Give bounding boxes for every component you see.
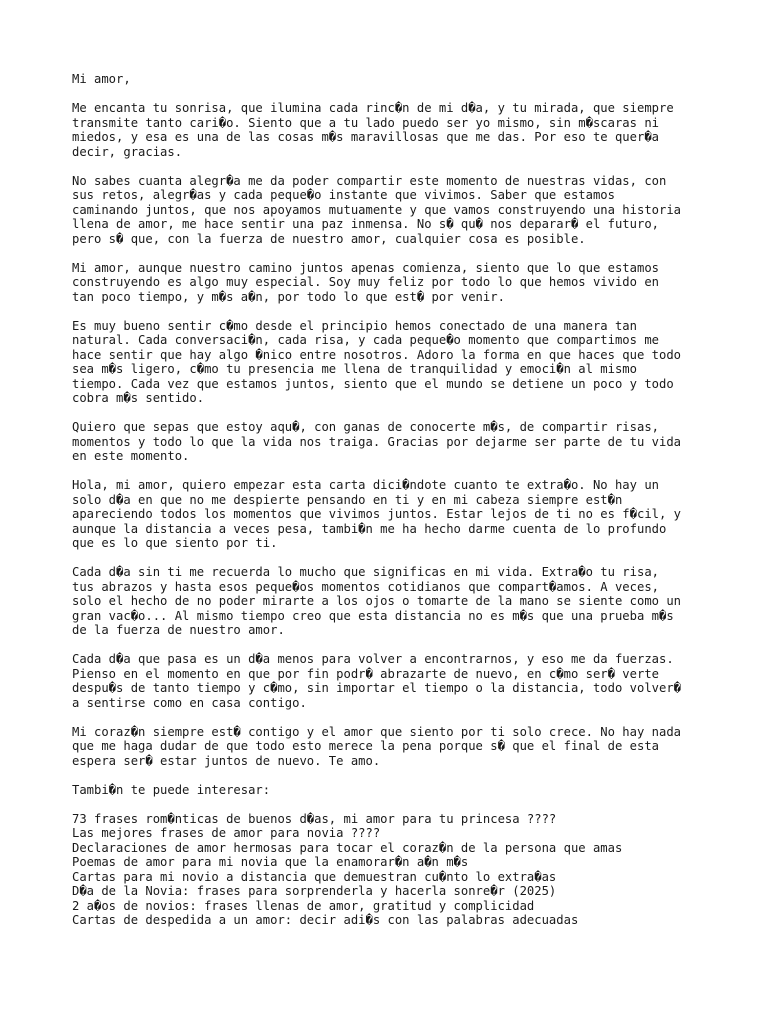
paragraph-line: construyendo es algo muy especial. Soy muy feliz por todo lo que hemos vivido en (72, 275, 659, 289)
letter-paragraph (72, 565, 728, 638)
related-link[interactable]: Cartas para mi novio a distancia que demuestran cu�nto lo extra�as (72, 869, 557, 884)
paragraph-line: que es lo que siento por ti. (72, 536, 278, 550)
letter-paragraph (72, 725, 728, 769)
paragraph-line: gran vac�o... Al mismo tiempo creo que esta distancia no es m�s que una prueba m�s (72, 608, 674, 623)
spacer (72, 638, 728, 653)
spacer (72, 464, 728, 479)
paragraph-line: aunque la distancia a veces pesa, tambi�n me ha hecho darme cuenta de lo profundo (72, 521, 667, 536)
paragraph-line: miedos, y esa es una de las cosas m�s maravillosas que me das. Por eso te quer�a (72, 130, 659, 144)
letter-paragraph (72, 174, 728, 247)
paragraph-line: transmite tanto cari�o. Siento que a tu lado puedo ser yo mismo, sin m�scaras ni (72, 115, 659, 130)
related-link[interactable]: Cartas de despedida a un amor: decir adi�s con las palabras adecuadas (72, 913, 579, 927)
spacer (72, 406, 728, 421)
spacer (72, 304, 728, 319)
related-link[interactable]: Las mejores frases de amor para novia ???? (72, 826, 381, 840)
paragraph-line: llena de amor, me hace sentir una paz inmensa. No s� qu� nos deparar� el futuro, (72, 217, 659, 231)
paragraph-line: cobra m�s sentido. (72, 391, 205, 405)
paragraph-line: decir, gracias. (72, 144, 183, 159)
letter-paragraph (72, 652, 728, 710)
related-link[interactable]: Declaraciones de amor hermosas para tocar el coraz�n de la persona que amas (72, 840, 623, 855)
letter-paragraph (72, 478, 728, 551)
letter-body (72, 101, 728, 783)
paragraph-line: hace sentir que hay algo �nico entre nosotros. Adoro la forma en que haces que todo (72, 347, 682, 362)
paragraph-line: espera ser� estar juntos de nuevo. Te amo. (72, 753, 381, 768)
paragraph-line: sus retos, alegr�as y cada peque�o instante que vivimos. Saber que estamos (72, 188, 615, 202)
paragraph-line: pero s� que, con la fuerza de nuestro amor, cualquier cosa es posible. (72, 231, 586, 246)
paragraph-line: a sentirse como en casa contigo. (72, 695, 307, 710)
paragraph-line: que me haga dudar de que todo esto merece la pena porque s� que el final de esta (72, 739, 659, 753)
paragraph-line: despu�s de tanto tiempo y c�mo, sin importar el tiempo o la distancia, todo volver� (72, 681, 682, 695)
paragraph-line: Me encanta tu sonrisa, que ilumina cada rinc�n de mi d�a, y tu mirada, que siempre (72, 101, 674, 115)
paragraph-line: tan poco tiempo, y m�s a�n, por todo lo que est� por venir. (72, 289, 505, 304)
spacer (72, 159, 728, 174)
paragraph-line: en este momento. (72, 449, 190, 463)
related-link[interactable]: 73 frases rom�nticas de buenos d�as, mi amor para tu princesa ???? (72, 811, 557, 826)
paragraph-line: sea m�s ligero, c�mo tu presencia me llena de tranquilidad y emoci�n al mismo (72, 362, 637, 376)
paragraph-line: solo d�a en que no me despierte pensando en ti y en mi cabeza siempre est�n (72, 492, 623, 507)
paragraph-line: apareciendo todos los momentos que vivimos juntos. Estar lejos de ti no es f�cil, y (72, 507, 682, 521)
letter-greeting: Mi amor, (72, 72, 131, 86)
paragraph-line: tus abrazos y hasta esos peque�os momentos cotidianos que compart�amos. A veces, (72, 579, 659, 594)
paragraph-line: Cada d�a que pasa es un d�a menos para volver a encontrarnos, y eso me da fuerzas. (72, 652, 674, 666)
paragraph-line: Es muy bueno sentir c�mo desde el principio hemos conectado de una manera tan (72, 318, 637, 333)
related-links-list (72, 812, 728, 928)
paragraph-line: natural. Cada conversaci�n, cada risa, y cada peque�o momento que compartimos me (72, 333, 659, 347)
spacer (72, 768, 728, 783)
letter-paragraph (72, 261, 728, 305)
related-link[interactable]: Poemas de amor para mi novia que la enamorar�n a�n m�s (72, 855, 469, 869)
paragraph-line: solo el hecho de no poder mirarte a los ojos o tomarte de la mano se siente como un (72, 594, 682, 608)
spacer (72, 246, 728, 261)
related-link[interactable]: 2 a�os de novios: frases llenas de amor, gratitud y complicidad (72, 898, 535, 913)
paragraph-line: Quiero que sepas que estoy aqu�, con ganas de conocerte m�s, de compartir risas, (72, 420, 659, 434)
paragraph-line: momentos y todo lo que la vida nos traiga. Gracias por dejarme ser parte de tu vida (72, 434, 682, 449)
paragraph-line: Pienso en el momento en que por fin podr� abrazarte de nuevo, en c�mo ser� verte (72, 666, 659, 681)
spacer (72, 710, 728, 725)
paragraph-line: Mi amor, aunque nuestro camino juntos apenas comienza, siento que lo que estamos (72, 260, 659, 275)
paragraph-line: Mi coraz�n siempre est� contigo y el amor que siento por ti solo crece. No hay nada (72, 724, 682, 739)
spacer (72, 551, 728, 566)
paragraph-line: tiempo. Cada vez que estamos juntos, siento que el mundo se detiene un poco y todo (72, 376, 674, 391)
related-heading: Tambi�n te puede interesar: (72, 782, 271, 797)
spacer (72, 797, 728, 812)
paragraph-line: de la fuerza de nuestro amor. (72, 623, 285, 637)
related-link[interactable]: D�a de la Novia: frases para sorprenderla y hacerla sonre�r (2025) (72, 884, 557, 898)
letter-paragraph (72, 101, 728, 159)
paragraph-line: Cada d�a sin ti me recuerda lo mucho que significas en mi vida. Extra�o tu risa, (72, 565, 659, 579)
paragraph-line: Hola, mi amor, quiero empezar esta carta dici�ndote cuanto te extra�o. No hay un (72, 478, 659, 492)
paragraph-line: No sabes cuanta alegr�a me da poder compartir este momento de nuestras vidas, con (72, 173, 667, 188)
spacer (72, 87, 728, 102)
paragraph-line: caminando juntos, que nos apoyamos mutuamente y que vamos construyendo una historia (72, 202, 682, 217)
letter-paragraph (72, 319, 728, 406)
letter-paragraph (72, 420, 728, 464)
